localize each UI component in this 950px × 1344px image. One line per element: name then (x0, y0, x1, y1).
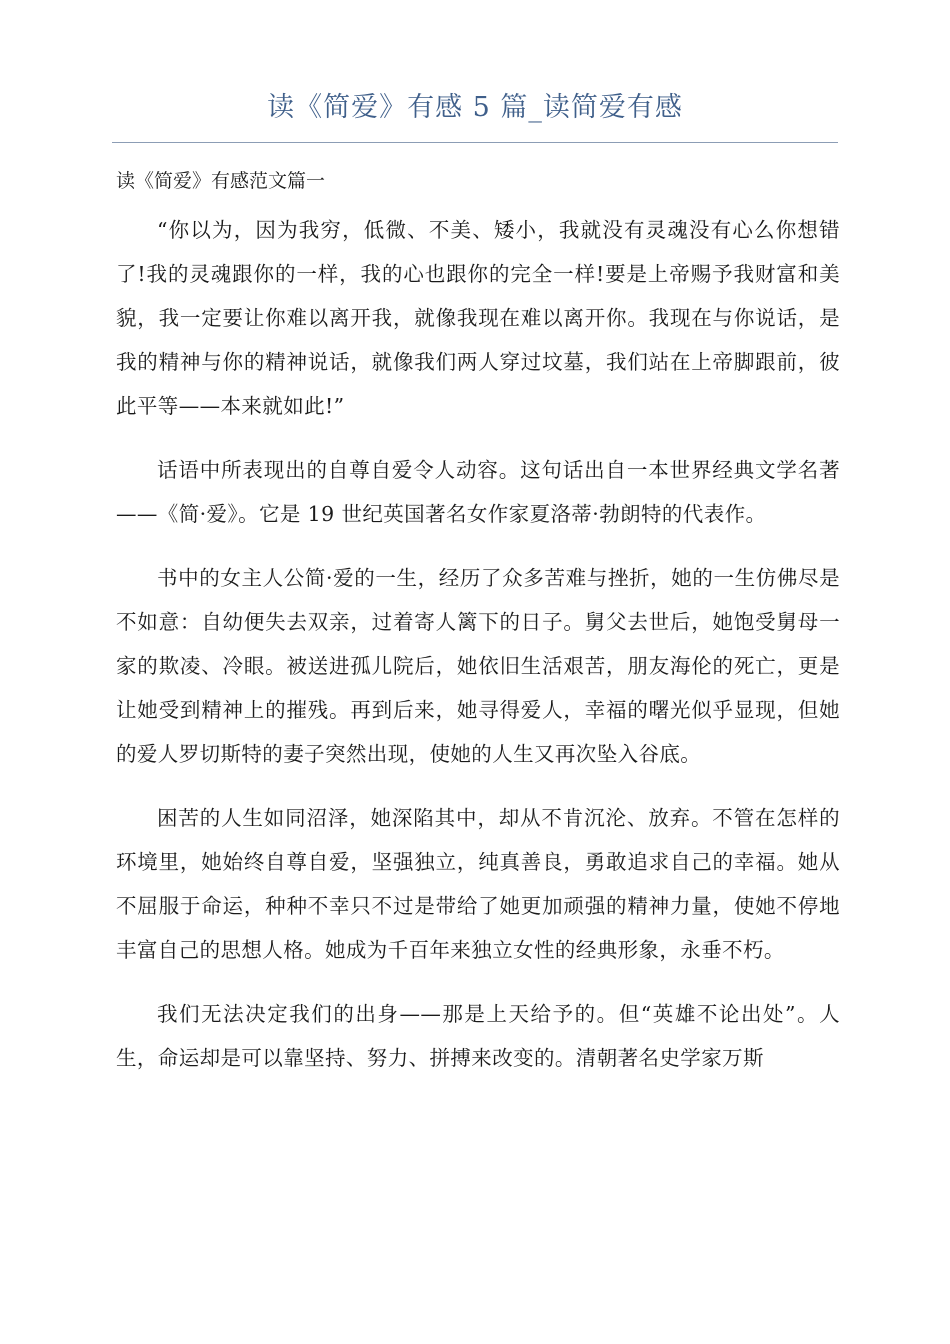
paragraph-destiny: 我们无法决定我们的出身——那是上天给予的。但“英雄不论出处”。人生，命运却是可以靠坚持、努力、拼搏来改变的。清朝著名史学家万斯 (116, 1002, 840, 1070)
body-text (116, 208, 840, 1100)
paragraph-struggle: 困苦的人生如同沼泽，她深陷其中，却从不肯沉沦、放弃。不管在怎样的环境里，她始终自尊自爱，坚强独立，纯真善良，勇敢追求自己的幸福。她从不屈服于命运，种种不幸只不过是带给了她更加顽强的精神力量，使她不停地丰富自己的思想人格。她成为千百年来独立女性的经典形象，永垂不朽。 (116, 806, 840, 962)
paragraph-source: 话语中所表现出的自尊自爱令人动容。这句话出自一本世界经典文学名著——《简·爱》。它是 19 世纪英国著名女作家夏洛蒂·勃朗特的代表作。 (116, 458, 840, 526)
paragraph-quote: “你以为，因为我穷，低微、不美、矮小，我就没有灵魂没有心么你想错了!我的灵魂跟你的一样，我的心也跟你的完全一样!要是上帝赐予我财富和美貌，我一定要让你难以离开我，就像我现在难以离开你。我现在与你说话，是我的精神与你的精神说话，就像我们两人穿过坟墓，我们站在上帝脚跟前，彼此平等——本来就如此!” (116, 218, 840, 418)
title-divider (112, 142, 838, 143)
paragraph-life: 书中的女主人公简·爱的一生，经历了众多苦难与挫折，她的一生仿佛尽是不如意：自幼便失去双亲，过着寄人篱下的日子。舅父去世后，她饱受舅母一家的欺凌、冷眼。被送进孤儿院后，她依旧生活艰苦，朋友海伦的死亡，更是让她受到精神上的摧残。再到后来，她寻得爱人，幸福的曙光似乎显现，但她的爱人罗切斯特的妻子突然出现，使她的人生又再次坠入谷底。 (116, 566, 840, 766)
section-heading: 读《简爱》有感范文篇一 (116, 170, 326, 192)
document-title: 读《简爱》有感 5 篇_读简爱有感 (267, 92, 683, 123)
